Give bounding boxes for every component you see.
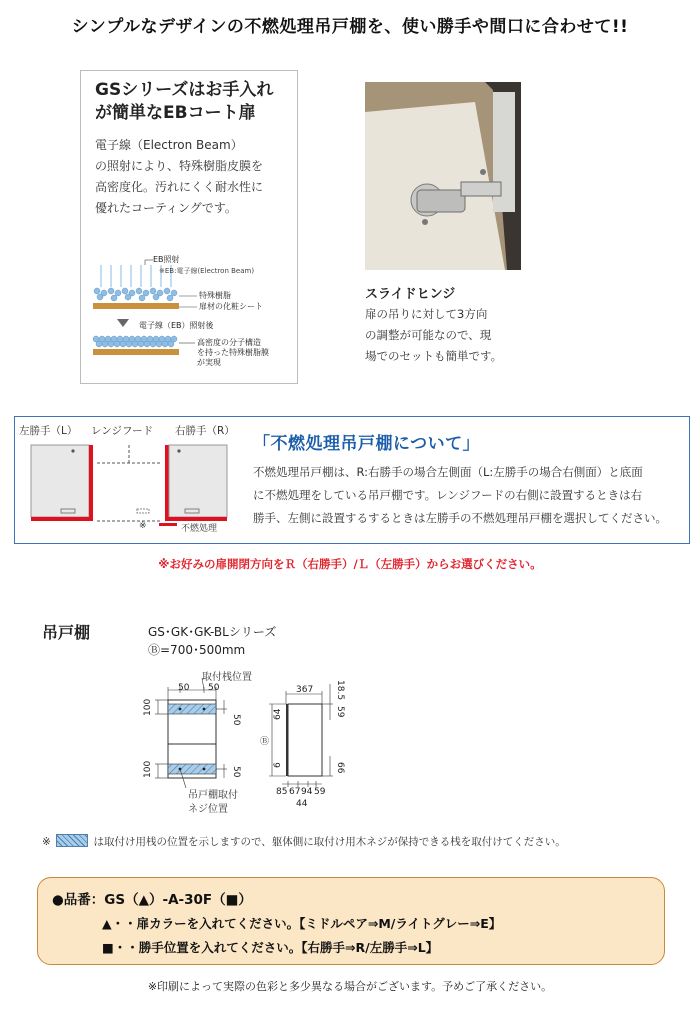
side-view (288, 704, 322, 776)
hinge-desc-line: の調整が可能なので、現 (365, 328, 492, 342)
hinge-description (365, 304, 545, 367)
dim-50b: 50 (208, 683, 220, 693)
label-eb-note: ※EB:電子線(Electron Beam) (159, 267, 255, 275)
label-after-eb: 電子線（EB）照射後 (139, 321, 214, 330)
dim-6: 6 (273, 762, 283, 768)
door-color-line: ▲・・扉カラーを入れてください。【ミドルペア⇒M/ライトグレー⇒E】 (102, 916, 502, 931)
fireproof-title: 「不燃処理吊戸棚について」 (253, 434, 481, 454)
series-name: GS･GK･GK-BLシリーズ (148, 625, 277, 639)
down-arrow-icon (117, 319, 129, 327)
slide-hinge-photo (365, 82, 521, 270)
label-rail-position: 取付桟位置 (202, 672, 252, 683)
dim-50-bot-r: 50 (231, 766, 241, 778)
fireproof-info-box (14, 416, 690, 544)
direction-notice: ※お好みの扉開閉方向をＲ（右勝手）/Ｌ（左勝手）からお選びください。 (158, 557, 542, 571)
note-text: は取付け用桟の位置を示しますので、躯体側に取付け用木ネジが保持できる桟を取付けてください。 (93, 836, 566, 848)
dim-18-5: 18.5 (335, 680, 345, 701)
rail-top (168, 704, 216, 714)
dim-100-top: 100 (143, 698, 153, 716)
part-number-box (37, 877, 665, 965)
hatch-swatch-icon (56, 834, 88, 847)
rail-bottom (168, 764, 216, 774)
eb-panel-title (95, 79, 291, 125)
section-title: 吊戸棚 (42, 623, 91, 642)
legend-text: 不燃処理 (181, 524, 218, 534)
eb-panel-description (95, 135, 291, 219)
dim-b: Ⓑ (260, 737, 270, 747)
dim-50a: 50 (178, 683, 190, 693)
legend-swatch (159, 523, 177, 526)
dimension-drawing (120, 660, 380, 820)
fireproof-cabinet-diagram (25, 439, 245, 529)
dim-100-bot: 100 (143, 760, 153, 778)
legend-prefix: ※ (139, 521, 147, 531)
label-special-resin: 特殊樹脂 (199, 291, 231, 300)
dim-50-top-r: 50 (231, 714, 241, 726)
label-left-hand: 左勝手（L） (19, 425, 78, 437)
fireproof-description (253, 461, 681, 530)
label-range-hood: レンジフード (91, 425, 154, 437)
dim-94: 94 (301, 787, 313, 797)
fireproof-side-left (89, 445, 93, 521)
eb-desc-line: の照射により、特殊樹脂皮膜を (95, 159, 264, 173)
print-disclaimer: ※印刷によって実際の色彩と多少異なる場合がございます。予めご了承ください。 (147, 980, 553, 993)
note-prefix: ※ (42, 836, 51, 848)
eb-title-line: が簡単なEBコート扉 (95, 103, 256, 123)
eb-desc-line: 優れたコーティングです。 (95, 201, 237, 215)
series-dimension: Ⓑ=700･500mm (148, 643, 246, 657)
eb-desc-line: 高密度化。汚れにくく耐水性に (95, 180, 264, 194)
eb-sheet-layer-after (93, 349, 179, 355)
hinge-illustration (365, 82, 521, 270)
hand-position-line: ■・・勝手位置を入れてください。【右勝手⇒R/左勝手⇒L】 (102, 940, 439, 955)
label-right-hand: 右勝手（R） (175, 425, 235, 437)
fireproof-desc-line: 不燃処理吊戸棚は、R:右勝手の場合左側面（L:左勝手の場合右側面）と底面 (253, 465, 643, 479)
label-decor-sheet: 扉材の化粧シート (199, 302, 263, 311)
label-dense-3: が実現 (197, 358, 221, 367)
part-number-line: ●品番：GS（▲）-A-30F（■） (52, 892, 252, 908)
dim-59-bot: 59 (314, 787, 326, 797)
dim-67: 67 (289, 787, 301, 797)
label-dense-2: を持った特殊樹脂膜 (197, 348, 269, 357)
eb-coat-panel (80, 70, 298, 384)
dim-85: 85 (276, 787, 288, 797)
fireproof-desc-line: 勝手、左側に設置するするときは左勝手の不燃処理吊戸棚を選択してください。 (253, 511, 667, 525)
dim-66: 66 (335, 762, 345, 774)
dim-367: 367 (296, 685, 314, 695)
fireproof-desc-line: に不燃処理をしている吊戸棚です。レンジフードの右側に設置するときは右 (253, 488, 643, 502)
eb-title-line: GSシリーズはお手入れ (95, 80, 274, 100)
fireproof-side-right (165, 445, 169, 521)
page-headline: シンプルなデザインの不燃処理吊戸棚を、使い勝手や間口に合わせて!! (71, 17, 629, 37)
hinge-desc-line: 場でのセットも簡単です。 (365, 349, 503, 363)
fireproof-bottom-left (31, 517, 93, 521)
dim-64: 64 (273, 708, 283, 720)
dim-59-top: 59 (335, 706, 345, 718)
label-mount-1: 吊戸棚取付 (188, 790, 238, 801)
rail-note (42, 834, 662, 849)
label-dense-1: 高密度の分子構造 (197, 338, 261, 347)
label-mount-2: ネジ位置 (188, 804, 228, 815)
eb-sheet-layer (93, 303, 179, 309)
hinge-desc-line: 扉の吊りに対して3方向 (365, 307, 488, 321)
dim-44: 44 (296, 799, 308, 809)
label-eb-irradiation: EB照射 (153, 255, 180, 264)
hinge-caption: スライドヒンジ (365, 287, 456, 302)
eb-desc-line: 電子線（Electron Beam） (95, 138, 243, 152)
